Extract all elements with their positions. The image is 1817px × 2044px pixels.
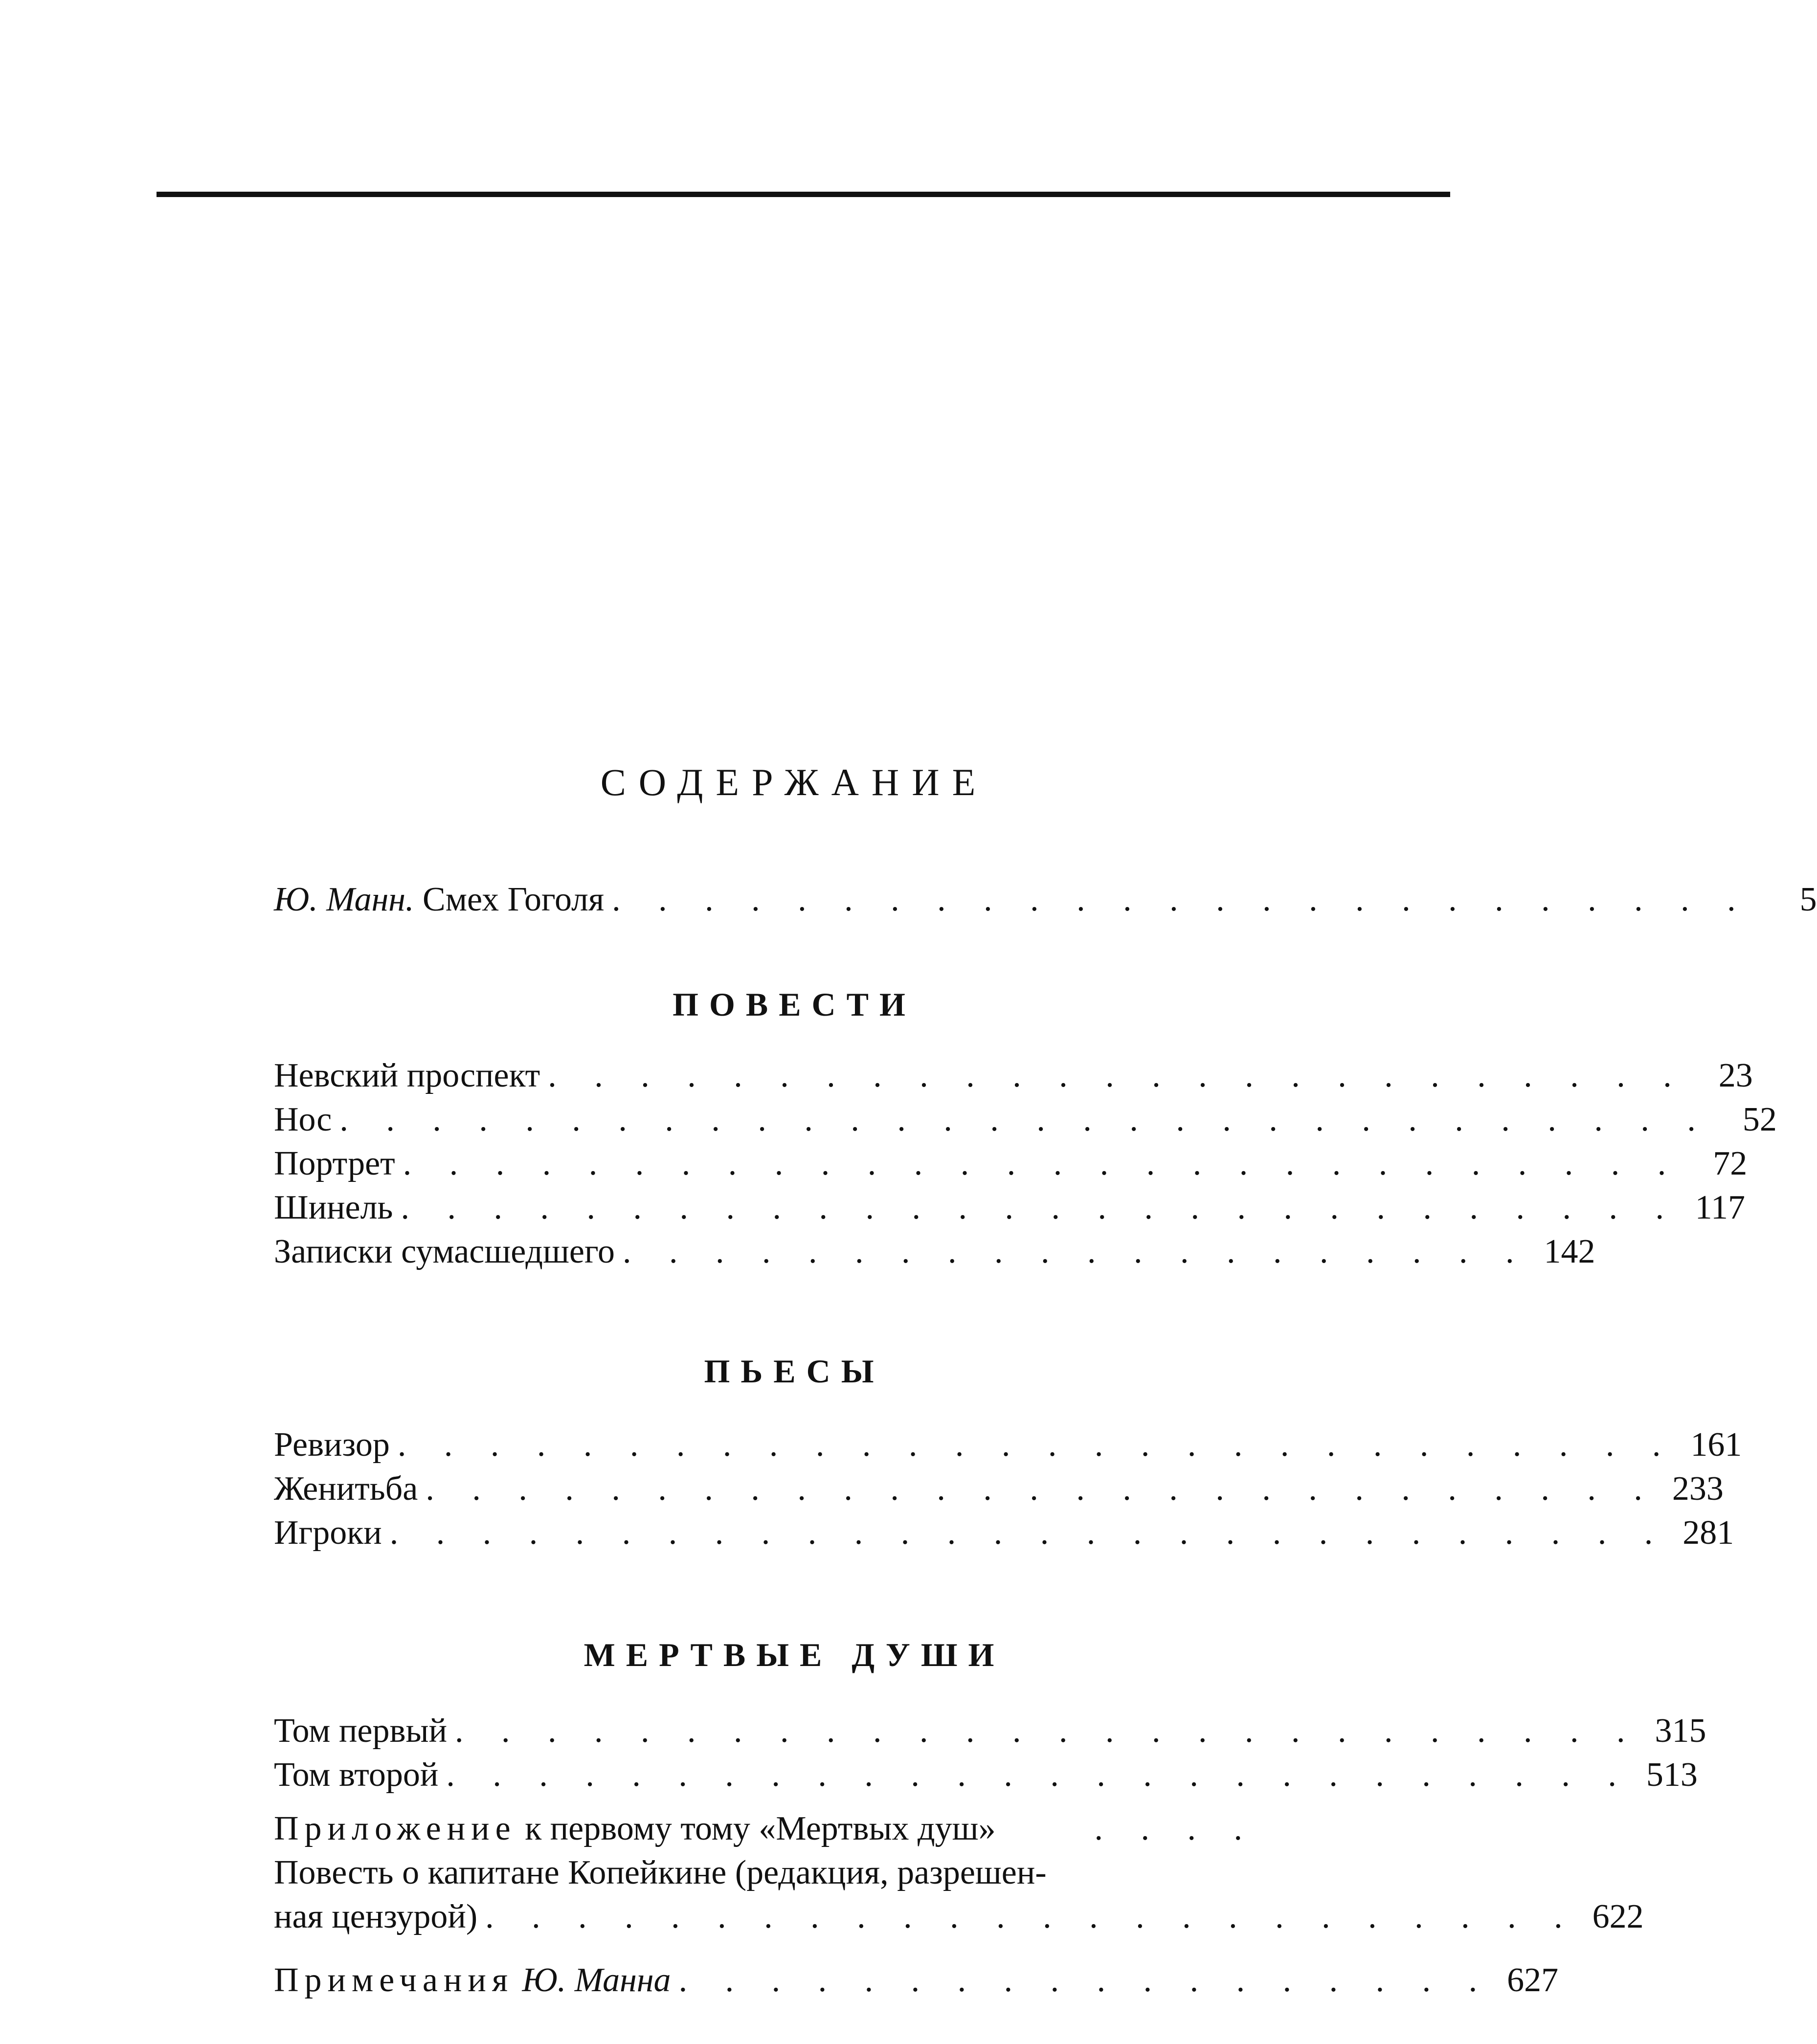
page-number: 281 [1682, 1514, 1734, 1552]
appendix-label: Приложение [274, 1810, 516, 1847]
toc-entry-appendix-story [274, 1897, 1644, 1941]
dot-leader: . . . . . . . . . . . . . . . . . . . . [622, 1233, 1529, 1270]
dot-leader: . . . . . . . . . . . . . . . . . . . . . . . . . [548, 1057, 1686, 1094]
dot-leader: . . . . . . . . . . . . . . . . . . . . . . . . . . . . [403, 1145, 1681, 1182]
entry-author: Ю. Манн. [274, 881, 414, 918]
toc-appendix-heading [274, 1809, 1316, 1853]
entry-title: Приложение к первому тому «Мертвых душ» [274, 1810, 996, 1847]
dot-leader: . . . . . . . . . . . . . . . . . . . . . . . . . . . . [389, 1514, 1668, 1552]
toc-entry [274, 1711, 1706, 1755]
toc-entry [274, 1513, 1734, 1557]
section-heading-mertvye-dushi: МЕРТВЫЕ ДУШИ [583, 1636, 1005, 1673]
entry-title: Том первый [274, 1712, 448, 1750]
toc-entry [274, 1144, 1748, 1188]
dot-leader: . . . . . . . . . . . . . . . . . . . . . . . . . . . . [397, 1426, 1676, 1464]
dot-leader: . . . . . . . . . . . . . . . . . . [678, 1961, 1492, 1999]
toc-entry [274, 1100, 1777, 1144]
entry-title: Том второй [274, 1756, 439, 1794]
toc-entry [274, 1232, 1595, 1276]
top-rule [157, 192, 1450, 197]
dot-leader: . . . . . . . . . . . . . . . . . . . . . . . . . . . . . . [339, 1101, 1710, 1138]
page-number: 142 [1544, 1233, 1595, 1270]
dot-leader: . . . . . . . . . . . . . . . . . . . . . . . . . . . . [401, 1189, 1679, 1226]
toc-entry [274, 1425, 1742, 1469]
page-number: 72 [1713, 1145, 1748, 1182]
entry-title: Шинель [274, 1189, 393, 1226]
toc-entry [274, 1188, 1745, 1232]
page-number: 315 [1655, 1712, 1706, 1750]
entry-title: Записки сумасшедшего [274, 1233, 615, 1270]
entry-title: Женитьба [274, 1470, 418, 1508]
section-heading-pesy: ПЬЕСЫ [704, 1353, 885, 1390]
entry-title: Ю. Манн. Смех Гоголя [274, 881, 605, 918]
toc-entry [274, 1056, 1753, 1100]
toc-heading: СОДЕРЖАНИЕ [600, 761, 988, 803]
toc-entry-notes [274, 1961, 1559, 2005]
page-number: 23 [1718, 1057, 1753, 1094]
entry-title [274, 1961, 671, 2000]
page-number: 161 [1690, 1426, 1742, 1464]
toc-entry-intro [274, 880, 1817, 924]
page-number: 5 [1799, 881, 1817, 918]
notes-author: Ю. Манна [522, 1961, 671, 1999]
entry-title: ная цензурой) [274, 1898, 478, 1935]
notes-label: Примечания [274, 1961, 514, 1999]
dot-leader: . . . . . . . . . . . . . . . . . . . . . . . . . . . [426, 1470, 1657, 1508]
page-number: 117 [1695, 1189, 1745, 1226]
entry-title: Нос [274, 1101, 332, 1138]
page-number: 233 [1672, 1470, 1724, 1508]
entry-title: Игроки [274, 1514, 382, 1552]
dot-leader: . . . . [1094, 1810, 1257, 1847]
page-number: 52 [1742, 1101, 1777, 1138]
appendix-story-line1: Повесть о капитане Копейкине (редакция, разрешен- [274, 1854, 1047, 1891]
page-number: 513 [1646, 1756, 1698, 1794]
toc-entry [274, 1469, 1724, 1513]
dot-leader: . . . . . . . . . . . . . . . . . . . . . . . . . . [455, 1712, 1640, 1750]
page-number: 627 [1507, 1961, 1559, 1999]
entry-title: Невский проспект [274, 1057, 540, 1094]
entry-title: Ревизор [274, 1426, 390, 1464]
dot-leader: . . . . . . . . . . . . . . . . . . . . . . . . . [612, 881, 1750, 918]
section-heading-povesti: ПОВЕСТИ [673, 986, 916, 1023]
dot-leader: . . . . . . . . . . . . . . . . . . . . . . . . [485, 1898, 1577, 1935]
page-number: 622 [1592, 1898, 1644, 1935]
toc-entry [274, 1755, 1698, 1800]
dot-leader: . . . . . . . . . . . . . . . . . . . . . . . . . . [446, 1756, 1631, 1794]
entry-title: Портрет [274, 1145, 395, 1182]
